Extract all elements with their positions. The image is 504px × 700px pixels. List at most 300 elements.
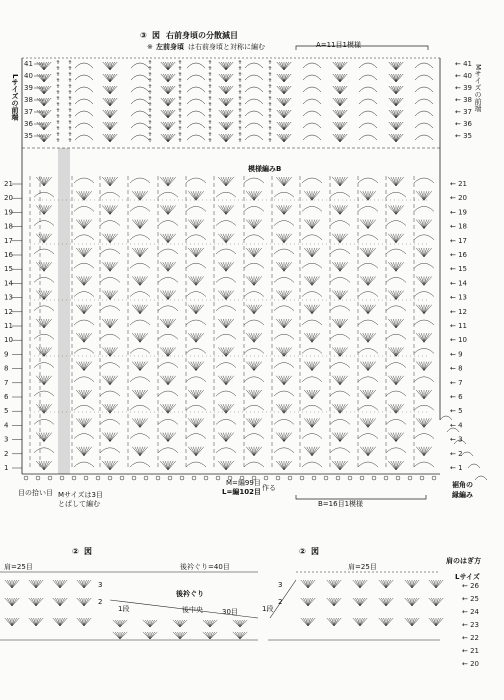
fan-stitch	[39, 262, 44, 271]
chain-arch	[358, 462, 378, 467]
chain-arch	[274, 277, 294, 282]
subtitle-bold: 左前身頃	[156, 43, 184, 51]
fan-stitch	[307, 333, 312, 342]
chain-arch	[415, 99, 433, 104]
chain-arch	[386, 249, 406, 254]
br-label-size: Lサイズ	[455, 573, 480, 581]
chain-arch	[186, 434, 206, 439]
fan-stitch	[436, 618, 441, 626]
fan-stitch	[12, 598, 17, 606]
fan-stitch	[168, 110, 173, 118]
fan-stitch	[135, 362, 140, 371]
fan-stitch	[340, 122, 345, 130]
fan-stitch	[226, 319, 231, 328]
fan-stitch	[140, 191, 145, 200]
chain-arch	[74, 377, 94, 382]
chain-arch	[34, 363, 54, 368]
chain-arch	[358, 320, 378, 325]
fan-stitch	[221, 319, 226, 328]
fan-stitch	[412, 618, 417, 626]
fan-stitch	[221, 177, 226, 186]
chain-arch	[100, 221, 120, 226]
chain-arch	[274, 221, 294, 226]
fan-stitch	[279, 177, 284, 186]
fan-stitch	[419, 220, 424, 229]
chain-arch	[414, 263, 434, 268]
row-number-left: 9	[4, 350, 9, 359]
row-number-left: 12	[4, 307, 13, 316]
bottom-chain	[264, 476, 268, 480]
chain-arch	[130, 320, 150, 325]
fan-stitch	[175, 632, 180, 639]
fan-stitch	[307, 447, 312, 456]
fan-stitch	[424, 390, 429, 399]
fan-stitch	[254, 220, 259, 229]
chain-arch	[245, 111, 263, 116]
chain-arch	[74, 405, 94, 410]
br-row-number: ← 23	[462, 621, 479, 629]
row-number-right: ← 36	[455, 120, 472, 128]
fan-stitch	[120, 620, 125, 627]
chain-arch	[34, 277, 54, 282]
row-number-right: ← 5	[450, 407, 463, 416]
fan-stitch	[168, 122, 173, 130]
fan-stitch	[436, 598, 441, 606]
fan-stitch	[340, 177, 345, 186]
chain-arch	[358, 377, 378, 382]
fan-stitch	[279, 134, 284, 142]
fan-stitch	[396, 62, 401, 70]
fan-stitch	[196, 220, 201, 229]
fan-stitch	[284, 461, 289, 470]
chain-arch	[414, 434, 434, 439]
fan-stitch	[226, 262, 231, 271]
row-number-left: 38	[24, 96, 33, 104]
row-number-right: ← 6	[450, 393, 463, 401]
chain-arch	[187, 135, 205, 140]
fan-stitch	[360, 618, 365, 626]
fan-stitch	[210, 632, 215, 639]
fan-stitch	[249, 220, 254, 229]
fan-stitch	[163, 62, 168, 70]
chain-arch	[75, 63, 93, 68]
chain-arch	[186, 348, 206, 353]
fan-stitch	[163, 134, 168, 142]
fan-stitch	[307, 362, 312, 371]
fan-stitch	[110, 98, 115, 106]
fan-stitch	[221, 461, 226, 470]
fan-stitch	[84, 276, 89, 285]
row-number-left: 18	[4, 222, 13, 231]
fan-stitch	[424, 418, 429, 427]
bottom-chain	[300, 476, 304, 480]
fan-stitch	[39, 177, 44, 186]
fan-stitch	[284, 376, 289, 385]
fan-stitch	[391, 122, 396, 130]
fan-stitch	[135, 390, 140, 399]
fan-stitch	[335, 110, 340, 118]
chain-arch	[330, 334, 350, 339]
chain-arch	[130, 206, 150, 211]
chain-arch	[186, 377, 206, 382]
chain-arch	[330, 192, 350, 197]
chain-arch	[158, 419, 178, 424]
fan-stitch	[44, 110, 49, 118]
bottom-chain	[384, 476, 388, 480]
fan-stitch	[284, 177, 289, 186]
fan-stitch	[168, 234, 173, 243]
bottom-chain	[84, 476, 88, 480]
fan-stitch	[39, 376, 44, 385]
fan-stitch	[79, 191, 84, 200]
fan-stitch	[110, 177, 115, 186]
chain-arch	[187, 75, 205, 80]
chain-arch	[415, 75, 433, 80]
fan-stitch	[391, 347, 396, 356]
chain-arch	[386, 391, 406, 396]
fan-stitch	[363, 191, 368, 200]
fan-stitch	[79, 598, 84, 606]
row-number-right: ← 11	[450, 322, 467, 330]
bottom-chain	[132, 476, 136, 480]
fan-stitch	[39, 98, 44, 106]
bottom-chain	[216, 476, 220, 480]
fan-stitch	[334, 580, 339, 588]
row-number-left: 36	[24, 120, 33, 128]
fan-stitch	[396, 122, 401, 130]
fan-stitch	[163, 98, 168, 106]
fan-stitch	[226, 433, 231, 442]
fan-stitch	[436, 580, 441, 588]
chain-arch	[359, 135, 377, 140]
chain-arch	[359, 111, 377, 116]
fan-stitch	[279, 74, 284, 82]
chain-arch	[34, 448, 54, 453]
fan-stitch	[240, 632, 245, 639]
fan-stitch	[221, 262, 226, 271]
fan-stitch	[368, 191, 373, 200]
fan-stitch	[284, 205, 289, 214]
row-number-right: ← 7	[450, 378, 463, 387]
fan-stitch	[84, 390, 89, 399]
fan-stitch	[140, 362, 145, 371]
fan-stitch	[168, 74, 173, 82]
fan-stitch	[424, 276, 429, 285]
fan-stitch	[39, 404, 44, 413]
fan-stitch	[115, 632, 120, 639]
fan-stitch	[335, 62, 340, 70]
fan-stitch	[235, 620, 240, 627]
fan-stitch	[308, 618, 313, 626]
fan-stitch	[196, 418, 201, 427]
fan-stitch	[205, 620, 210, 627]
row-number-right: ← 16	[450, 251, 467, 259]
fan-stitch	[110, 134, 115, 142]
chain-arch	[330, 363, 350, 368]
fan-stitch	[84, 580, 89, 588]
fan-stitch	[84, 618, 89, 626]
fan-stitch	[84, 220, 89, 229]
chain-arch	[274, 419, 294, 424]
chain-arch	[100, 277, 120, 282]
fan-stitch	[396, 262, 401, 271]
chain-arch	[34, 249, 54, 254]
chain-arch	[216, 419, 236, 424]
chain-arch	[358, 178, 378, 183]
fan-stitch	[279, 262, 284, 271]
fan-stitch	[279, 347, 284, 356]
chain-arch	[131, 135, 149, 140]
chain-arch	[245, 99, 263, 104]
fan-stitch	[105, 461, 110, 470]
fan-stitch	[363, 362, 368, 371]
fan-stitch	[335, 433, 340, 442]
fan-stitch	[396, 205, 401, 214]
fan-stitch	[44, 134, 49, 142]
fan-stitch	[279, 376, 284, 385]
fan-stitch	[284, 262, 289, 271]
fan-stitch	[79, 248, 84, 257]
br-row-left-3: 3	[278, 581, 283, 589]
chain-arch	[130, 405, 150, 410]
fan-stitch	[105, 404, 110, 413]
fan-stitch	[396, 134, 401, 142]
fan-stitch	[303, 580, 308, 588]
fan-stitch	[340, 74, 345, 82]
fan-stitch	[39, 234, 44, 243]
chain-arch	[186, 462, 206, 467]
fan-stitch	[221, 86, 226, 94]
fan-stitch	[196, 191, 201, 200]
chain-arch	[414, 235, 434, 240]
chain-arch	[130, 462, 150, 467]
fan-stitch	[340, 134, 345, 142]
chain-arch	[414, 292, 434, 297]
chain-arch	[245, 123, 263, 128]
fan-stitch	[55, 580, 60, 588]
fan-stitch	[7, 598, 12, 606]
chain-arch	[130, 434, 150, 439]
br-row-number: ← 25	[462, 595, 479, 603]
row-number-left: 2	[4, 449, 9, 458]
fan-stitch	[36, 618, 41, 626]
fan-stitch	[391, 134, 396, 142]
fan-stitch	[226, 74, 231, 82]
br-row-number: ← 24	[462, 608, 479, 616]
fan-stitch	[424, 333, 429, 342]
fan-stitch	[221, 404, 226, 413]
fan-stitch	[340, 234, 345, 243]
fan-stitch	[391, 62, 396, 70]
chain-arch	[216, 192, 236, 197]
fan-stitch	[363, 418, 368, 427]
fan-stitch	[312, 248, 317, 257]
fan-stitch	[368, 390, 373, 399]
chain-arch	[386, 221, 406, 226]
chain-arch	[187, 111, 205, 116]
fan-stitch	[391, 205, 396, 214]
fan-stitch	[226, 177, 231, 186]
fan-stitch	[205, 632, 210, 639]
chain-arch	[302, 348, 322, 353]
fan-stitch	[254, 191, 259, 200]
row-number-right: ← 12	[450, 307, 467, 316]
fan-stitch	[84, 191, 89, 200]
chain-arch	[74, 235, 94, 240]
br-row-left-2: 2	[278, 598, 283, 606]
fan-stitch	[39, 291, 44, 300]
row-number-left: 20	[4, 194, 13, 203]
fan-stitch	[226, 134, 231, 142]
chain-arch	[74, 206, 94, 211]
fan-stitch	[60, 598, 65, 606]
fan-stitch	[340, 347, 345, 356]
row-number-left: 13	[4, 293, 13, 302]
row-number-right: ← 9	[450, 350, 463, 359]
fan-stitch	[340, 205, 345, 214]
row-number-left: 6	[4, 393, 9, 401]
bottom-chain	[408, 476, 412, 480]
chain-arch	[302, 263, 322, 268]
row-number-right: ← 41	[455, 60, 472, 68]
br-label-shoulder: 肩=25目	[348, 563, 377, 571]
fan-stitch	[163, 205, 168, 214]
bottom-chain	[144, 476, 148, 480]
fan-stitch	[412, 580, 417, 588]
fan-stitch	[226, 98, 231, 106]
bl-label-30: 30目	[222, 608, 238, 616]
bottom-chain	[288, 476, 292, 480]
fan-stitch	[163, 319, 168, 328]
fan-stitch	[340, 262, 345, 271]
chain-arch	[74, 263, 94, 268]
chain-arch	[34, 192, 54, 197]
fan-stitch	[44, 205, 49, 214]
fan-stitch	[135, 447, 140, 456]
fan-stitch	[279, 319, 284, 328]
fan-stitch	[396, 433, 401, 442]
fan-stitch	[340, 319, 345, 328]
label-l-count: L=編102目	[222, 488, 261, 496]
br-row-number: ← 20	[462, 660, 479, 668]
chain-arch	[302, 178, 322, 183]
fan-stitch	[249, 390, 254, 399]
fan-stitch	[221, 234, 226, 243]
chain-arch	[274, 391, 294, 396]
label-b: B=16目1模様	[318, 500, 364, 508]
fan-stitch	[226, 234, 231, 243]
label-pattern-b: 模様編みB	[248, 165, 282, 173]
fan-stitch	[279, 461, 284, 470]
fan-stitch	[368, 305, 373, 314]
fan-stitch	[36, 598, 41, 606]
edging-scallop	[440, 416, 452, 420]
fan-stitch	[419, 447, 424, 456]
chain-arch	[386, 277, 406, 282]
bottom-chain	[276, 476, 280, 480]
fan-stitch	[368, 418, 373, 427]
chain-arch	[386, 334, 406, 339]
chain-arch	[75, 87, 93, 92]
fan-stitch	[279, 98, 284, 106]
edging-scallop	[461, 452, 473, 456]
fan-stitch	[210, 620, 215, 627]
fan-stitch	[221, 122, 226, 130]
fan-stitch	[135, 220, 140, 229]
chain-arch	[330, 391, 350, 396]
fan-stitch	[31, 598, 36, 606]
chain-arch	[74, 434, 94, 439]
fan-stitch	[105, 376, 110, 385]
bottom-chain	[192, 476, 196, 480]
fan-stitch	[196, 276, 201, 285]
chain-arch	[131, 87, 149, 92]
chain-arch	[244, 462, 264, 467]
row-number-right: ← 14	[450, 279, 467, 288]
fan-stitch	[419, 390, 424, 399]
bottom-chain	[372, 476, 376, 480]
chain-arch	[358, 434, 378, 439]
row-number-right: ← 40	[455, 72, 472, 80]
chain-arch	[34, 334, 54, 339]
fan-stitch	[391, 376, 396, 385]
fan-stitch	[363, 390, 368, 399]
br-title-number: ②	[299, 547, 306, 556]
fan-stitch	[249, 333, 254, 342]
chain-arch	[130, 377, 150, 382]
chain-arch	[274, 334, 294, 339]
chain-arch	[216, 249, 236, 254]
chain-arch	[158, 221, 178, 226]
chain-arch	[274, 363, 294, 368]
fan-stitch	[105, 74, 110, 82]
row-number-right: ← 8	[450, 364, 463, 373]
row-number-left: 1	[4, 464, 9, 472]
br-row-number: ← 26	[462, 582, 479, 590]
chain-arch	[245, 135, 263, 140]
bottom-chain	[432, 476, 436, 480]
fan-stitch	[391, 86, 396, 94]
fan-stitch	[140, 418, 145, 427]
fan-stitch	[105, 134, 110, 142]
chain-arch	[415, 123, 433, 128]
chain-arch	[330, 306, 350, 311]
fan-stitch	[39, 205, 44, 214]
chain-arch	[358, 405, 378, 410]
fan-stitch	[168, 461, 173, 470]
row-number-left: 41	[24, 60, 33, 68]
subtitle-rest: は右前身頃と対称に編む	[188, 43, 265, 51]
chain-arch	[302, 462, 322, 467]
fan-stitch	[412, 598, 417, 606]
fan-stitch	[163, 376, 168, 385]
fan-stitch	[284, 98, 289, 106]
row-number-right: ← 17	[450, 236, 467, 245]
chain-arch	[186, 235, 206, 240]
fan-stitch	[391, 98, 396, 106]
fan-stitch	[307, 248, 312, 257]
fan-stitch	[110, 62, 115, 70]
chain-arch	[158, 334, 178, 339]
fan-stitch	[279, 62, 284, 70]
fan-stitch	[191, 248, 196, 257]
fan-stitch	[39, 347, 44, 356]
fan-stitch	[312, 333, 317, 342]
fan-stitch	[168, 262, 173, 271]
fan-stitch	[110, 347, 115, 356]
row-number-left: 16	[4, 251, 13, 259]
fan-stitch	[312, 390, 317, 399]
